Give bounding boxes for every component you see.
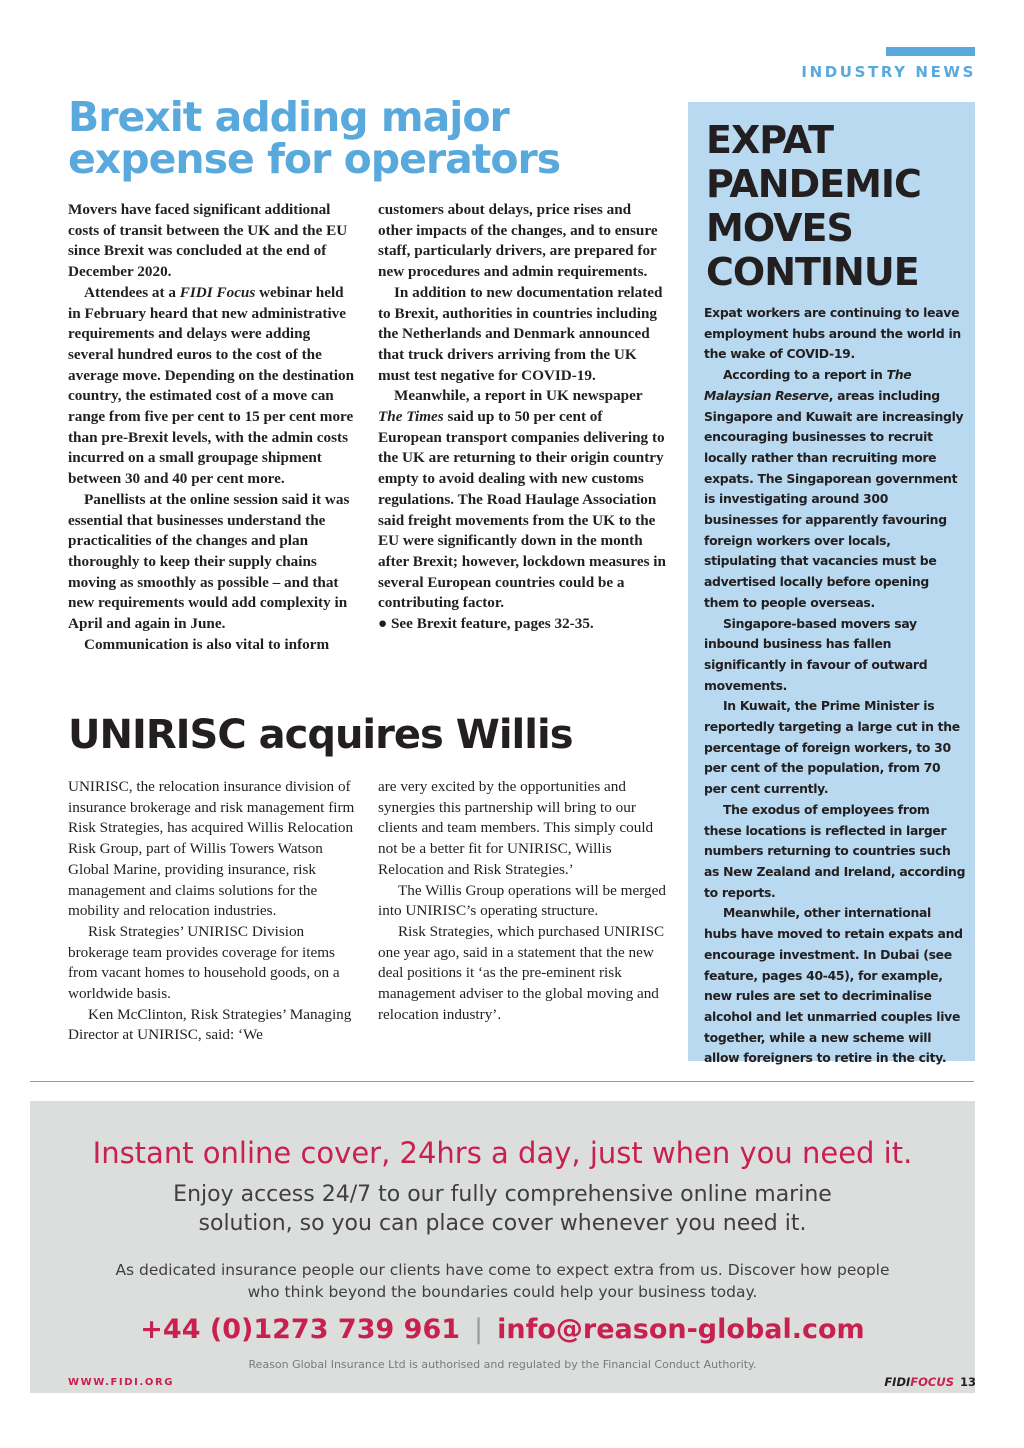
page-number: 13 <box>959 1375 976 1389</box>
paragraph: Risk Strategies, which purchased UNIRISC one year ago, said in a statement that the new deal positions it ‘as the pre-eminent risk management adviser to the global moving and relocation industry’. <box>378 922 665 1023</box>
paragraph: The exodus of employees from these locations is reflected in larger numbers returning to countries such as New Zealand and Ireland, according to reports. <box>704 801 966 900</box>
article-brexit-column-1 <box>68 200 358 655</box>
ad-email-link[interactable]: info@reason-global.com <box>497 1314 865 1345</box>
ad-headline: Instant online cover, 24hrs a day, just when you need it. <box>92 1136 913 1170</box>
paragraph: Ken McClinton, Risk Strategies’ Managing Director at UNIRISC, said: ‘We <box>68 1005 352 1044</box>
brand-logo-fidi: FIDI <box>884 1375 911 1389</box>
paragraph: UNIRISC, the relocation insurance division of insurance brokerage and risk management firm Risk Strategies, has acquired Willis Relocation Risk Group, part of Willis Towers Watson Global Marine, providing insurance, risk management and claims solutions for the mobility and relocation industries. <box>68 778 355 920</box>
paragraph: In addition to new documentation related to Brexit, authorities in countries including the Netherlands and Denmark announced that truck drivers arriving from the UK must test negative for COVID-19. <box>378 283 663 384</box>
see-also-reference: ● See Brexit feature, pages 32-35. <box>378 615 594 633</box>
article-headline-unirisc: UNIRISC acquires Willis <box>68 712 573 758</box>
contact-separator: | <box>474 1314 484 1345</box>
paragraph: In Kuwait, the Prime Minister is reportedly targeting a large cut in the percentage of foreign workers, to 30 per cent of the population, from 70 per cent currently. <box>704 698 960 797</box>
sidebar-headline: EXPAT PANDEMIC MOVES CONTINUE <box>706 118 921 294</box>
paragraph: Meanwhile, other international hubs have moved to retain expats and encourage investment. In Dubai (see feature, pages 40-45), for example, new rules are set to decriminalise alcohol and let unmarried couples live together, while a new scheme will allow foreigners to retire in the city. <box>704 905 963 1066</box>
article-brexit-column-2 <box>378 200 668 635</box>
ad-body-text: As dedicated insurance people our clients have come to expect extra from us. Discover how people who think beyond the boundaries could help your business today. <box>115 1261 890 1301</box>
footer-brand-page <box>884 1375 976 1389</box>
paragraph: Communication is also vital to inform <box>84 635 330 653</box>
section-color-bar <box>886 47 975 56</box>
article-unirisc-column-2 <box>378 777 668 1025</box>
paragraph: customers about delays, price rises and other impacts of the changes, and to ensure staff, particularly drivers, are prepared for new procedures and admin requirements. <box>378 201 658 281</box>
ad-phone-link[interactable]: +44 (0)1273 739 961 <box>140 1314 461 1345</box>
footer-website-link[interactable]: WWW.FIDI.ORG <box>68 1377 175 1388</box>
paragraph: Movers have faced significant additional costs of transit between the UK and the EU since Brexit was concluded at the end of December 2020. <box>68 201 348 281</box>
ad-legal-notice: Reason Global Insurance Ltd is authorised and regulated by the Financial Conduct Authority. <box>248 1358 757 1371</box>
sidebar-body <box>704 303 966 1069</box>
paragraph: Expat workers are continuing to leave employment hubs around the world in the wake of COVID-19. <box>704 305 961 362</box>
paragraph: Panellists at the online session said it was essential that businesses understand the practicalities of the changes and plan thoroughly to keep their supply chains moving as smoothly as possible – and that new requirements would add complexity in April and again in June. <box>68 490 350 633</box>
ad-contact-line <box>30 1310 975 1350</box>
paragraph: Risk Strategies’ UNIRISC Division brokerage team provides coverage for items from vacant homes to household goods, on a worldwide basis. <box>68 922 340 1003</box>
divider <box>30 1081 974 1082</box>
paragraph: Singapore-based movers say inbound business has fallen significantly in favour of outward movements. <box>704 615 928 693</box>
article-headline-brexit: Brexit adding major expense for operators <box>68 93 561 183</box>
paragraph: are very excited by the opportunities and synergies this partnership will bring to our clients and team members. This simply could not be a better fit for UNIRISC, Willis Relocation and Risk Strategies.’ <box>378 778 654 878</box>
paragraph: Meanwhile, a report in UK newspaper The Times said up to 50 per cent of European transport companies delivering to the UK are returning to their origin country empty to avoid dealing with new customs regulations. The Road Haulage Association said freight movements from the UK to the EU were significantly down in the month after Brexit; however, lockdown measures in several European countries could be a contributing factor. <box>378 387 666 612</box>
paragraph: The Willis Group operations will be merged into UNIRISC’s operating structure. <box>378 881 666 920</box>
paragraph: Attendees at a FIDI Focus webinar held in February heard that new administrative requirements and delays were adding several hundred euros to the cost of the average move. Depending on the destination country, the estimated cost of a move can range from five per cent to 15 per cent more than pre-Brexit levels, with the admin costs incurred on a small groupage shipment between 30 and 40 per cent more. <box>68 283 355 488</box>
ad-subheading: Enjoy access 24/7 to our fully comprehensive online marine solution, so you can place cover whenever you need it. <box>173 1182 832 1236</box>
paragraph: According to a report in The Malaysian Reserve, areas including Singapore and Kuwait are increasingly encouraging businesses to recruit locally rather than recruiting more expats. The Singaporean government is investigating around 300 businesses for apparently favouring foreign workers over locals, stipulating that vacancies must be advertised locally before opening them to people overseas. <box>704 367 964 610</box>
article-unirisc-column-1 <box>68 777 358 1046</box>
section-label: INDUSTRY NEWS <box>801 63 976 81</box>
brand-logo-focus: FOCUS <box>910 1375 954 1389</box>
